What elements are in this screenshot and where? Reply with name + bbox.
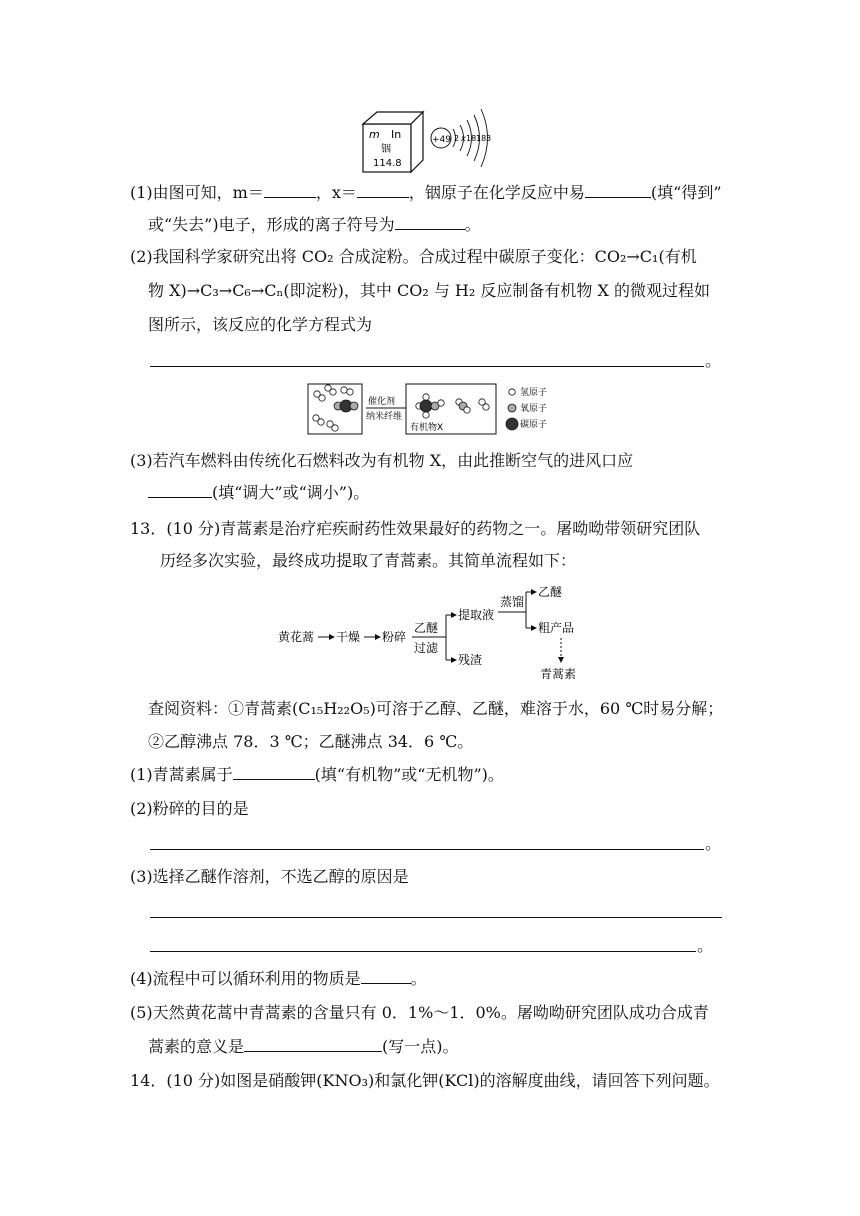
answer-blank-significance[interactable] [244, 1036, 382, 1052]
legend-hydrogen: 氢原子 [520, 388, 548, 398]
answer-blank-recycle[interactable] [361, 968, 411, 984]
legend-oxygen: 氧原子 [520, 404, 548, 414]
answer-blank-crush-purpose[interactable] [150, 849, 704, 850]
answer-blank-x[interactable] [357, 182, 409, 198]
oxygen-legend-icon [508, 404, 516, 412]
q13-reference-line1: 查阅资料：①青蒿素(C₁₅H₂₂O₅)可溶于乙醇、乙醚，难溶于水，60 ℃时易分解； [148, 699, 724, 718]
flow-ether-out: 乙醚 [538, 585, 563, 599]
q12-part2-line1: (2)我国科学家研究出将 CO₂ 合成淀粉。合成过程中碳原子变化：CO₂→C₁(有机 [130, 247, 697, 266]
q13-part4: (4)流程中可以循环利用的物质是 。 [130, 969, 427, 988]
q13-part5-line1: (5)天然黄花蒿中青蒿素的含量只有 0．1%～1．0%。屠呦呦研究团队成功合成青 [130, 1003, 709, 1022]
q13-intro-line2: 历经多次实验，最终成功提取了青蒿素。其简单流程如下： [160, 551, 577, 570]
flow-start: 黄花蒿 [278, 630, 315, 644]
flow-crude: 粗产品 [538, 621, 575, 635]
q12-part3-line1: (3)若汽车燃料由传统化石燃料改为有机物 X，由此推断空气的进风口应 [130, 451, 634, 470]
flow-extract: 提取液 [458, 608, 495, 622]
answer-blank-m[interactable] [264, 182, 316, 198]
shell-5: 3 [486, 134, 492, 143]
indium-element-figure [360, 98, 510, 176]
q12-part1-line2: 或“失去”)电子，形成的离子符号为 。 [148, 215, 481, 234]
q13-part3: (3)选择乙醚作溶剂，不选乙醇的原因是 [130, 867, 409, 886]
shell-4: 18 [476, 134, 487, 143]
answer-blank-organic[interactable] [233, 764, 315, 780]
reaction-diagram [306, 382, 586, 436]
answer-blank-air-inlet[interactable] [148, 482, 212, 498]
q12-part1-line1: (1)由图可知，m＝ ，x＝ ，铟原子在化学反应中易 (填“得到” [130, 183, 722, 202]
q13-intro-line1: 13．(10 分)青蒿素是治疗疟疾耐药性效果最好的药物之一。屠呦呦带领研究团队 [130, 519, 701, 538]
mass-number-symbol: m [369, 128, 380, 141]
q13-part1: (1)青蒿素属于 (填“有机物”或“无机物”)。 [130, 765, 504, 784]
legend [506, 386, 547, 430]
answer-blank-gain-lose[interactable] [585, 182, 651, 198]
answer-blank-solvent-reason-2[interactable] [150, 951, 696, 952]
nucleus-charge: +49 [432, 135, 451, 145]
flow-dry: 干燥 [336, 630, 361, 644]
extraction-flowchart [274, 582, 614, 684]
atomic-mass: 114.8 [373, 158, 402, 169]
atomic-structure-diagram [431, 109, 491, 167]
flow-filter: 过滤 [414, 641, 439, 655]
element-symbol: In [391, 128, 402, 141]
co2-molecule [334, 400, 358, 412]
flow-solvent: 乙醚 [414, 621, 439, 635]
period-mark: 。 [697, 936, 714, 955]
flow-residue: 残渣 [458, 653, 483, 667]
shell-1: 2 [454, 134, 460, 143]
legend-carbon: 碳原子 [520, 420, 548, 430]
hydrogen-legend-icon [509, 389, 515, 395]
q13-reference-line2: ②乙醇沸点 78．3 ℃；乙醚沸点 34．6 ℃。 [148, 732, 474, 751]
shell-2: x [461, 134, 466, 143]
q13-part5-line2: 蒿素的意义是 (写一点)。 [148, 1037, 459, 1056]
product-label: 有机物X [410, 423, 444, 433]
element-name: 铟 [381, 144, 391, 155]
q12-part3-line2: (填“调大”或“调小”)。 [148, 482, 369, 504]
flow-final: 青蒿素 [540, 667, 577, 681]
q13-part2: (2)粉碎的目的是 [130, 799, 249, 818]
fiber-label: 纳米纤维 [366, 412, 403, 422]
flow-distill: 蒸馏 [500, 595, 525, 609]
answer-blank-solvent-reason-1[interactable] [150, 917, 722, 918]
shell-3: 18 [466, 134, 477, 143]
catalyst-label: 催化剂 [368, 397, 396, 407]
q14-intro: 14．(10 分)如图是硝酸钾(KNO₃)和氯化钾(KCl)的溶解度曲线，请回答下列问题。 [130, 1071, 720, 1090]
flow-crush: 粉碎 [382, 630, 407, 644]
q12-part2-line3: 图所示，该反应的化学方程式为 [148, 315, 373, 334]
q12-part2-line2: 物 X)→C₃→C₆→Cₙ(即淀粉)，其中 CO₂ 与 H₂ 反应制备有机物 X 的微观过程如 [148, 281, 710, 300]
period-mark: 。 [705, 834, 722, 853]
answer-blank-equation[interactable] [150, 366, 704, 367]
element-card [363, 112, 423, 172]
carbon-legend-icon [506, 418, 518, 430]
answer-blank-ion-symbol[interactable] [395, 214, 465, 230]
period-mark: 。 [705, 351, 722, 370]
